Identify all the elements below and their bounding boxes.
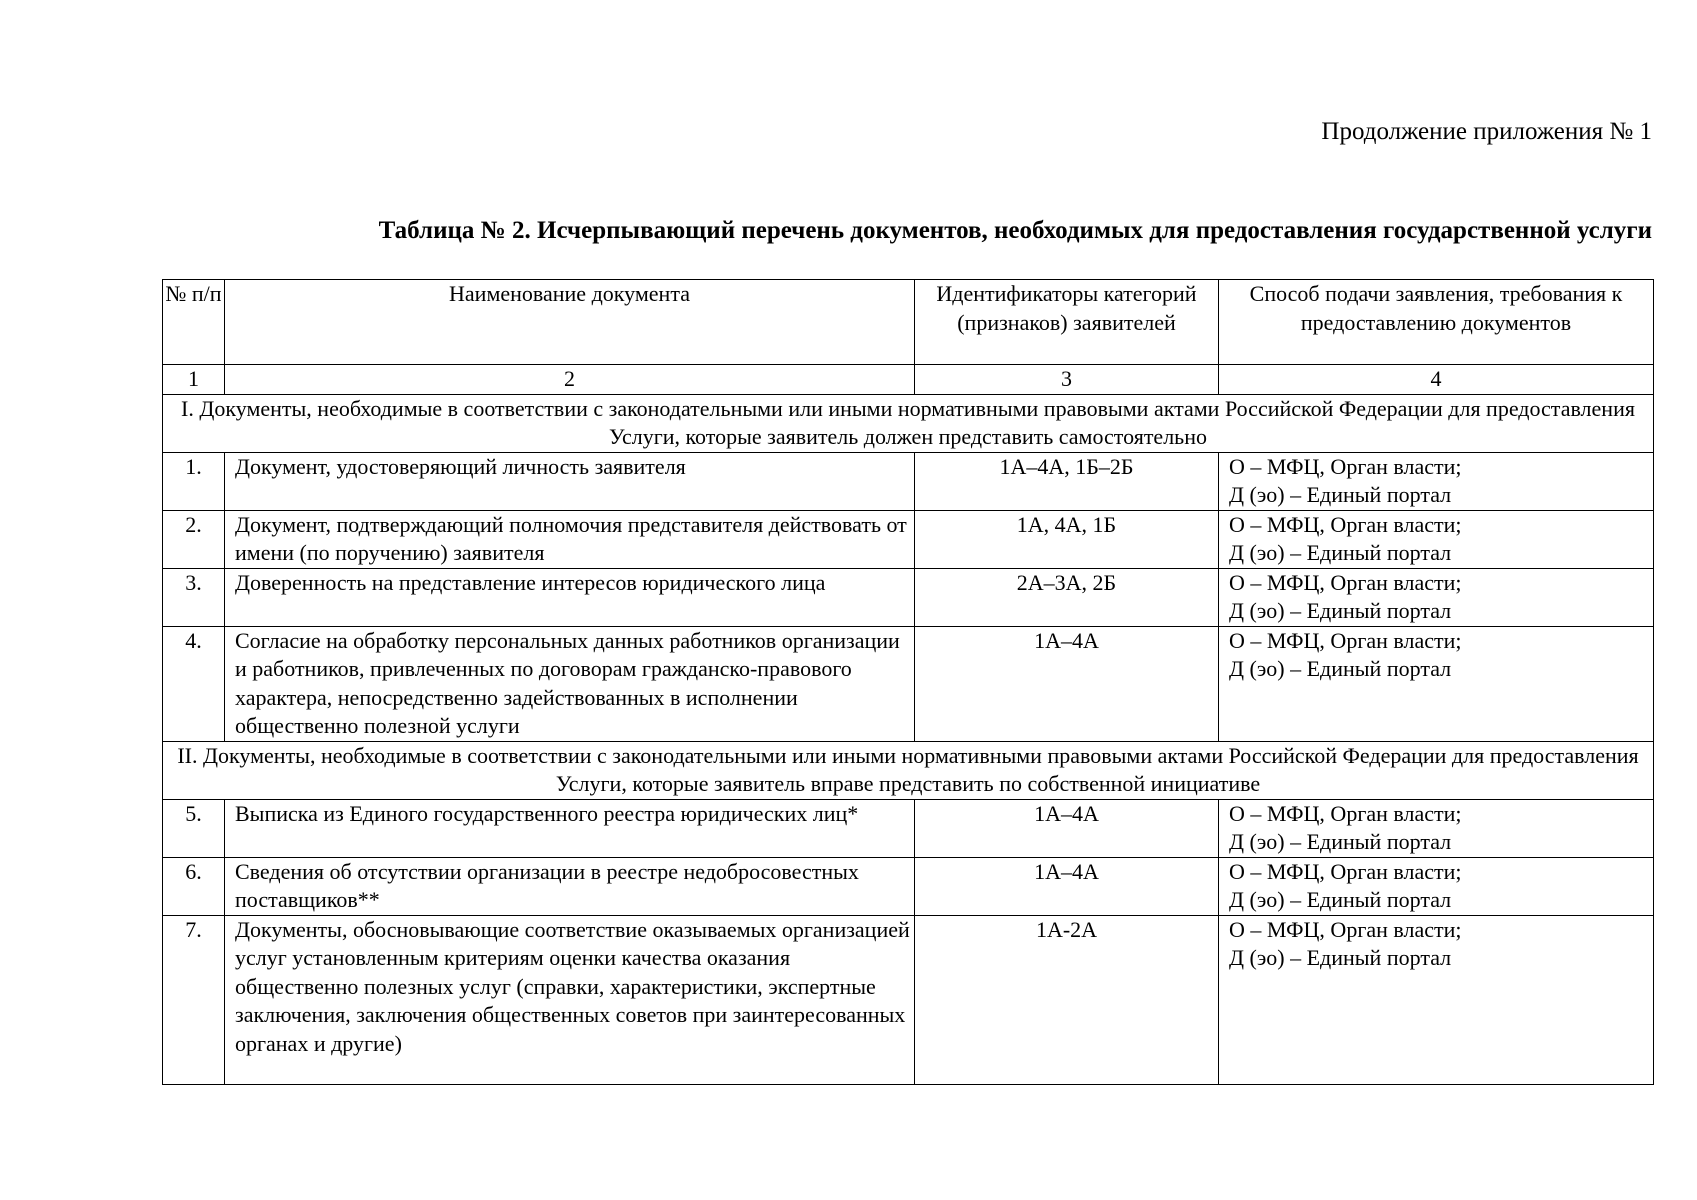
applicant-ids: 1А–4А	[915, 799, 1219, 857]
col-header-submission-method: Способ подачи заявления, требования к предоставлению документов	[1219, 280, 1654, 365]
applicant-ids: 1А–4А	[915, 626, 1219, 741]
table-row	[163, 452, 1654, 510]
method-line: О – МФЦ, Орган власти;	[1229, 916, 1462, 942]
document-name: Доверенность на представление интересов юридического лица	[225, 568, 915, 626]
method-line: О – МФЦ, Орган власти;	[1229, 800, 1462, 826]
method-line: Д (эо) – Единый портал	[1229, 945, 1452, 970]
documents-table	[162, 279, 1654, 1085]
method-line: О – МФЦ, Орган власти;	[1229, 453, 1462, 479]
method-line: Д (эо) – Единый портал	[1229, 482, 1452, 507]
method-line: Д (эо) – Единый портал	[1229, 656, 1452, 681]
submission-method	[1219, 857, 1654, 915]
submission-method	[1219, 510, 1654, 568]
document-name: Документы, обосновывающие соответствие оказываемых организацией услуг установленным критериям оценки качества оказания общественно полезных услуг (справки, характеристики, экспертные заключения, заключения общественных советов при заинтересованных органах и другие)	[225, 915, 915, 1084]
method-line: О – МФЦ, Орган власти;	[1229, 569, 1462, 595]
row-number: 3.	[163, 568, 225, 626]
applicant-ids: 1А, 4А, 1Б	[915, 510, 1219, 568]
method-line: О – МФЦ, Орган власти;	[1229, 858, 1462, 884]
applicant-ids: 1А–4А	[915, 857, 1219, 915]
row-number: 5.	[163, 799, 225, 857]
column-number: 2	[225, 365, 915, 395]
applicant-ids: 1А-2А	[915, 915, 1219, 1084]
continuation-label: Продолжение приложения № 1	[1321, 118, 1652, 145]
table-row	[163, 799, 1654, 857]
column-number: 4	[1219, 365, 1654, 395]
section-header-row	[163, 394, 1654, 452]
submission-method	[1219, 568, 1654, 626]
method-line: Д (эо) – Единый портал	[1229, 598, 1452, 623]
submission-method	[1219, 626, 1654, 741]
method-line: Д (эо) – Единый портал	[1229, 540, 1452, 565]
table-row	[163, 510, 1654, 568]
section-2-title: II. Документы, необходимые в соответствии с законодательными или иными нормативными правовыми актами Российской Федерации для предоставления Услуги, которые заявитель вправе представить по собственной инициативе	[163, 741, 1654, 799]
method-line: Д (эо) – Единый портал	[1229, 887, 1452, 912]
document-name: Документ, подтверждающий полномочия представителя действовать от имени (по поручению) заявителя	[225, 510, 915, 568]
submission-method	[1219, 915, 1654, 1084]
row-number: 1.	[163, 452, 225, 510]
applicant-ids: 2А–3А, 2Б	[915, 568, 1219, 626]
method-line: Д (эо) – Единый портал	[1229, 829, 1452, 854]
table-row	[163, 857, 1654, 915]
section-1-title: I. Документы, необходимые в соответствии с законодательными или иными нормативными правовыми актами Российской Федерации для предоставления Услуги, которые заявитель должен представить самостоятельно	[163, 394, 1654, 452]
table-row	[163, 626, 1654, 741]
table-row	[163, 915, 1654, 1084]
submission-method	[1219, 452, 1654, 510]
col-header-applicant-ids: Идентификаторы категорий (признаков) заявителей	[915, 280, 1219, 365]
applicant-ids: 1А–4А, 1Б–2Б	[915, 452, 1219, 510]
column-number: 1	[163, 365, 225, 395]
document-name: Согласие на обработку персональных данных работников организации и работников, привлеченных по договорам гражданско-правового характера, непосредственно задействованных в исполнении общественно полезной услуги	[225, 626, 915, 741]
document-name: Выписка из Единого государственного реестра юридических лиц*	[225, 799, 915, 857]
row-number: 2.	[163, 510, 225, 568]
method-line: О – МФЦ, Орган власти;	[1229, 627, 1462, 653]
table-row	[163, 568, 1654, 626]
submission-method	[1219, 799, 1654, 857]
row-number: 4.	[163, 626, 225, 741]
column-number: 3	[915, 365, 1219, 395]
col-header-number: № п/п	[163, 280, 225, 365]
section-header-row	[163, 741, 1654, 799]
table-title: Таблица № 2. Исчерпывающий перечень документов, необходимых для предоставления государственной услуги	[378, 217, 1652, 244]
document-name: Документ, удостоверяющий личность заявителя	[225, 452, 915, 510]
document-name: Сведения об отсутствии организации в реестре недобросовестных поставщиков**	[225, 857, 915, 915]
table-header-row	[163, 280, 1654, 365]
row-number: 6.	[163, 857, 225, 915]
method-line: О – МФЦ, Орган власти;	[1229, 511, 1462, 537]
col-header-document-name: Наименование документа	[225, 280, 915, 365]
row-number: 7.	[163, 915, 225, 1084]
column-numbers-row	[163, 365, 1654, 395]
